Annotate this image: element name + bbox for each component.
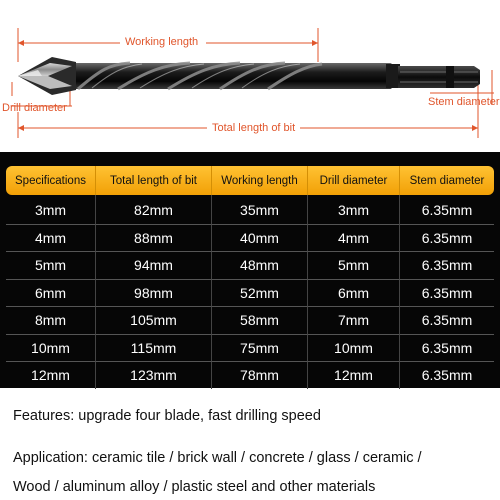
table-row <box>6 335 494 363</box>
stem-diameter-label: Stem diameter <box>428 96 500 108</box>
application-line: Application: ceramic tile / brick wall / concrete / glass / ceramic / <box>13 450 422 466</box>
cell-stem-diameter: 6.35mm <box>400 307 494 335</box>
cell-drill-diameter: 3mm <box>308 195 400 225</box>
cell-total-length: 123mm <box>96 362 212 389</box>
cell-working-length: 40mm <box>212 225 308 253</box>
cell-drill-diameter: 7mm <box>308 307 400 335</box>
materials-line: Wood / aluminum alloy / plastic steel and other materials <box>13 479 376 495</box>
cell-total-length: 94mm <box>96 252 212 280</box>
cell-stem-diameter: 6.35mm <box>400 252 494 280</box>
header-total-length: Total length of bit <box>96 166 212 195</box>
cell-drill-diameter: 4mm <box>308 225 400 253</box>
table-row <box>6 195 494 225</box>
table-row <box>6 225 494 253</box>
cell-stem-diameter: 6.35mm <box>400 335 494 363</box>
hex-shank <box>398 66 480 88</box>
cell-spec: 6mm <box>6 280 96 308</box>
drill-bit-diagram <box>0 0 500 150</box>
cell-working-length: 52mm <box>212 280 308 308</box>
cell-spec: 10mm <box>6 335 96 363</box>
cell-working-length: 35mm <box>212 195 308 225</box>
table-row <box>6 252 494 280</box>
cell-total-length: 105mm <box>96 307 212 335</box>
cell-working-length: 58mm <box>212 307 308 335</box>
cell-total-length: 82mm <box>96 195 212 225</box>
cell-spec: 4mm <box>6 225 96 253</box>
cell-stem-diameter: 6.35mm <box>421 367 473 384</box>
cell-working-length: 75mm <box>212 335 308 363</box>
cell-total-length: 98mm <box>96 280 212 308</box>
working-length-label: Working length <box>125 36 199 48</box>
cell-spec: 12mm <box>6 362 96 389</box>
header-specifications: Specifications <box>6 166 96 195</box>
cell-spec: 8mm <box>6 307 96 335</box>
drill-diameter-label: Drill diameter <box>2 102 67 114</box>
cell-spec: 3mm <box>6 195 96 225</box>
table-row <box>6 307 494 335</box>
cell-total-length: 88mm <box>96 225 212 253</box>
cell-spec: 5mm <box>6 252 96 280</box>
header-stem-diameter: Stem diameter <box>400 166 494 195</box>
table-header-row <box>6 166 494 195</box>
header-working-length: Working length <box>212 166 308 195</box>
header-drill-diameter: Drill diameter <box>308 166 400 195</box>
cell-drill-diameter: 12mm <box>308 362 400 389</box>
cell-drill-diameter: 5mm <box>308 252 400 280</box>
cell-stem-diameter: 6.35mm <box>400 225 494 253</box>
cell-stem-diameter: 6.35mm <box>400 195 494 225</box>
total-length-label: Total length of bit <box>212 122 296 134</box>
features-line: Features: upgrade four blade, fast drilling speed <box>13 408 321 424</box>
cell-working-length: 48mm <box>212 252 308 280</box>
table-row <box>6 280 494 308</box>
cell-stem-diameter: 6.35mm <box>400 280 494 308</box>
cell-working-length: 78mm <box>212 362 308 389</box>
cell-total-length: 115mm <box>96 335 212 363</box>
spec-table <box>6 166 494 389</box>
spec-table-panel <box>0 152 500 388</box>
drill-shaft <box>70 63 392 89</box>
cell-drill-diameter: 6mm <box>308 280 400 308</box>
cell-drill-diameter: 10mm <box>308 335 400 363</box>
table-row <box>6 362 494 389</box>
